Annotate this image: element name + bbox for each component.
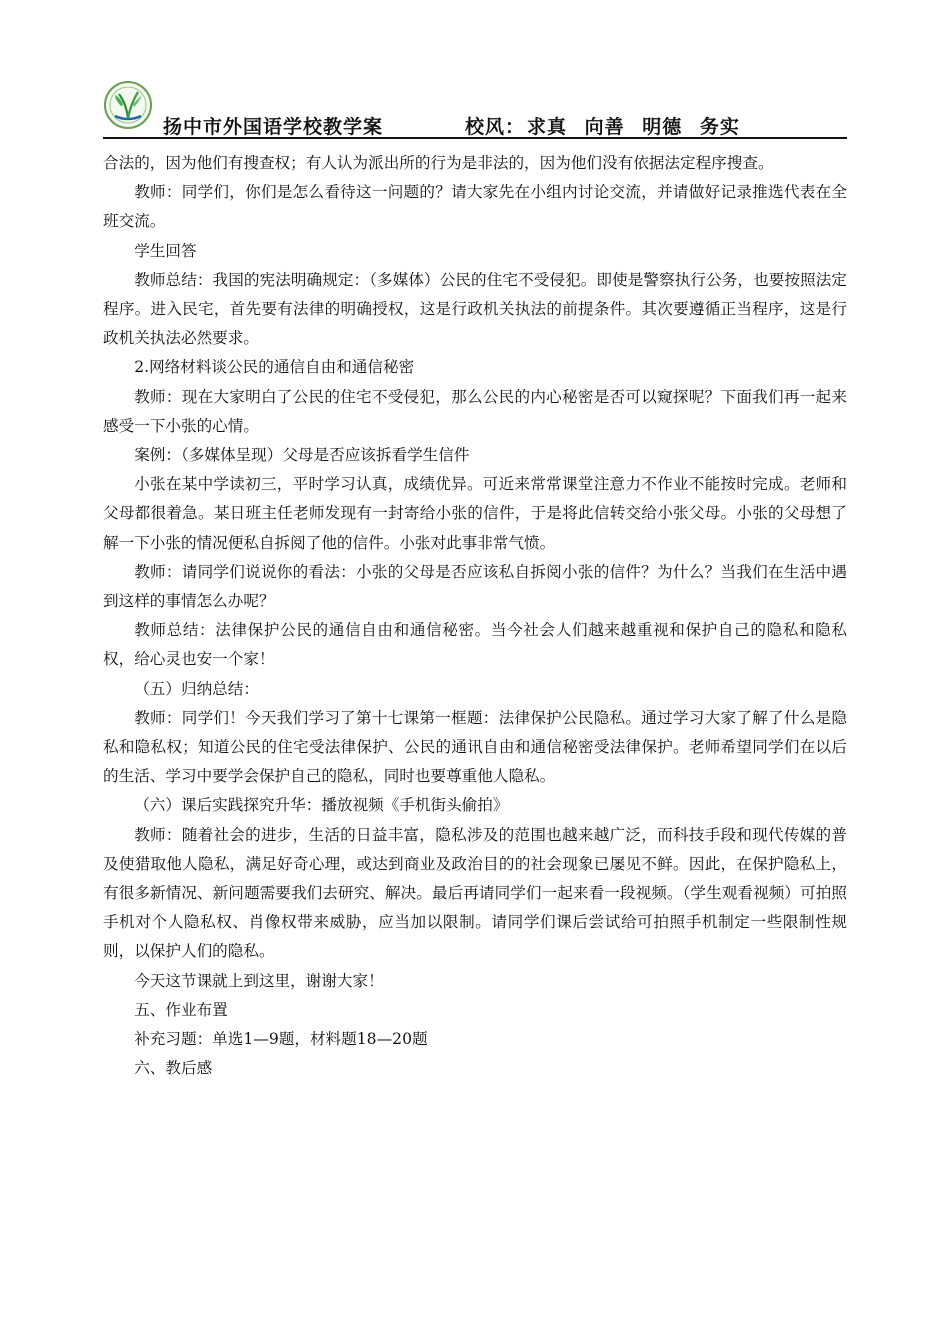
paragraph: 学生回答	[134, 241, 197, 260]
school-name: 扬中市外国语学校教学案	[163, 116, 384, 138]
paragraph: 教师总结：法律保护公民的通信自由和通信秘密。当今社会人们越来越重视和保护自己的隐私和隐私权，给心灵也安一个家！	[103, 621, 847, 669]
school-emblem-icon	[103, 80, 153, 130]
section-heading: 2.网络材料谈公民的通信自由和通信秘密	[134, 358, 415, 377]
paragraph: 补充习题：单选1—9题，材料题18—20题	[134, 1030, 428, 1049]
paragraph: 教师总结：我国的宪法明确规定：（多媒体）公民的住宅不受侵犯。即使是警察执行公务，也要按照法定程序。进入民宅，首先要有法律的明确授权，这是行政机关执法的前提条件。其次要遵循正当程序，这是行政机关执法必然要求。	[103, 270, 847, 348]
school-motto	[465, 112, 740, 139]
paragraph: 小张在某中学读初三，平时学习认真，成绩优异。可近来常常课堂注意力不作业不能按时完成。老师和父母都很着急。某日班主任老师发现有一封寄给小张的信件，于是将此信转交给小张父母。小张的父母想了解一下小张的情况便私自拆阅了他的信件。小张对此事非常气愤。	[103, 475, 847, 552]
paragraph: 今天这节课就上到这里，谢谢大家！	[134, 971, 384, 990]
paragraph: 合法的，因为他们有搜查权；有人认为派出所的行为是非法的，因为他们没有依据法定程序搜查。	[103, 154, 774, 172]
section-heading: 六、教后感	[134, 1059, 213, 1078]
motto-label: 校风：	[465, 116, 526, 138]
paragraph: 教师：请同学们说说你的看法：小张的父母是否应该私自拆阅小张的信件？为什么？当我们在生活中遇到这样的事情怎么办呢？	[103, 562, 847, 611]
motto-values: 求真 向善 明德 务实	[527, 116, 740, 138]
paragraph: 教师：同学们，你们是怎么看待这一问题的？请大家先在小组内讨论交流，并请做好记录推选代表在全班交流。	[103, 183, 847, 231]
header-divider	[103, 137, 847, 139]
paragraph: 案例：（多媒体呈现）父母是否应该拆看学生信件	[134, 446, 470, 465]
section-heading: 五、作业布置	[134, 1000, 228, 1019]
lesson-plan-body	[103, 149, 847, 1084]
page-header	[103, 78, 847, 140]
paragraph: 教师：现在大家明白了公民的住宅不受侵犯，那么公民的内心秘密是否可以窥探呢？下面我们再一起来感受一下小张的心情。	[103, 387, 847, 435]
section-heading: （五）归纳总结：	[134, 679, 259, 698]
paragraph: 教师：同学们！今天我们学习了第十七课第一框题：法律保护公民隐私。通过学习大家了解了什么是隐私和隐私权；知道公民的住宅受法律保护、公民的通讯自由和通信秘密受法律保护。老师希望同学们在以后的生活、学习中要学会保护自己的隐私，同时也要尊重他人隐私。	[103, 708, 847, 786]
section-heading: （六）课后实践探究升华：播放视频《手机街头偷拍》	[134, 796, 509, 815]
paragraph: 教师：随着社会的进步，生活的日益丰富，隐私涉及的范围也越来越广泛，而科技手段和现代传媒的普及使猎取他人隐私，满足好奇心理，或达到商业及政治目的的社会现象已屡见不鲜。因此，在保护隐私上，有很多新情况、新问题需要我们去研究、解决。最后再请同学们一起来看一段视频。（学生观看视频）可拍照手机对个人隐私权、肖像权带来威胁，应当加以限制。请同学们课后尝试给可拍照手机制定一些限制性规则，以保护人们的隐私。	[103, 825, 847, 961]
